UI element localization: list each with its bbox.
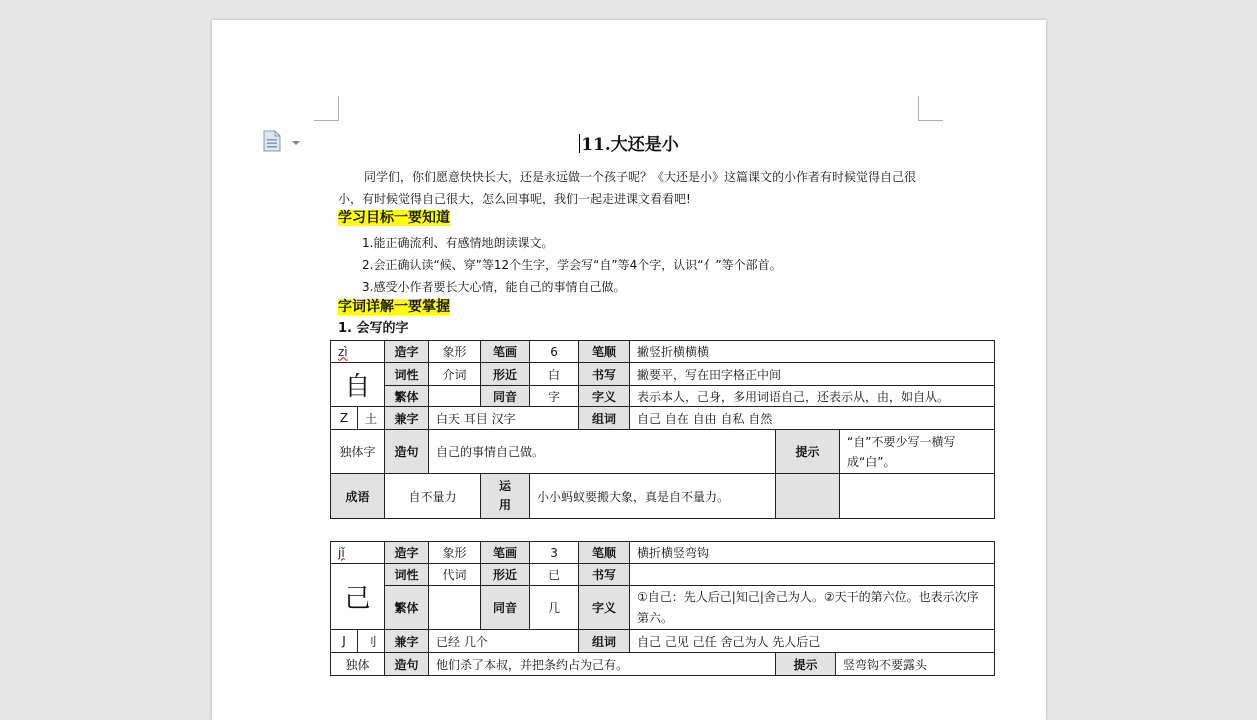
value-jianzi: 白天 耳目 汉字 <box>429 407 579 430</box>
section-heading-goals: 学习目标一要知道 <box>338 210 450 226</box>
label-bishun: 笔顺 <box>579 542 630 564</box>
radical-b: 刂 <box>358 630 385 653</box>
subheading-writing-chars: 1. 会写的字 <box>338 321 409 336</box>
label-zaoju: 造句 <box>385 430 429 474</box>
label-zuci: 组词 <box>579 407 630 430</box>
empty-cell <box>776 474 840 519</box>
value-ziyi: 表示本人，己身，多用词语自己，还表示从，由，如自从。 <box>630 386 995 407</box>
value-tishi: 竖弯钩不要露头 <box>836 653 995 676</box>
value-xingjin: 已 <box>530 564 579 586</box>
label-bihua: 笔画 <box>481 542 530 564</box>
structure-type: 独体 <box>331 653 385 676</box>
label-tongyin: 同音 <box>481 586 530 630</box>
value-bihua: 6 <box>530 341 579 363</box>
value-chengyu: 自不量力 <box>385 474 481 519</box>
page-title: 11.大还是小 <box>581 135 679 155</box>
value-shuxie: 撇要平，写在田字格正中间 <box>630 363 995 386</box>
value-zaoju: 他们杀了本叔，并把条约占为己有。 <box>429 653 776 676</box>
section-heading-words: 字词详解一要掌握 <box>338 299 450 315</box>
label-ziyi: 字义 <box>579 386 630 407</box>
margin-corner-top-right <box>918 96 943 121</box>
label-shuxie: 书写 <box>579 564 630 586</box>
empty-cell <box>840 474 995 519</box>
intro-paragraph: 同学们，你们愿意快快长大，还是永远做一个孩子呢？《大还是小》这篇课文的小作者有时候觉得自己很小，有时候觉得自己很大，怎么回事呢，我们一起走进课文看看吧! <box>338 170 917 206</box>
value-jianzi: 已经 几个 <box>429 630 579 653</box>
label-cixing: 词性 <box>385 363 429 386</box>
goal-item-1: 1.能正确流利、有感情地朗读课文。 <box>362 236 554 250</box>
value-cixing: 代词 <box>429 564 481 586</box>
value-shuxie <box>630 564 995 586</box>
radical-a: J <box>331 630 358 653</box>
char-card-zi <box>330 340 995 519</box>
label-jianzi: 兼字 <box>385 407 429 430</box>
goal-item-2: 2.会正确认读“候、穿”等12个生字，学会写“自”等4个字，认识“亻”等个部首。 <box>362 258 782 272</box>
label-fanti: 繁体 <box>385 586 429 630</box>
value-tongyin: 字 <box>530 386 579 407</box>
value-bishun: 撇竖折横横横 <box>630 341 995 363</box>
structure-type: 独体字 <box>331 430 385 474</box>
label-fanti: 繁体 <box>385 386 429 407</box>
label-tongyin: 同音 <box>481 386 530 407</box>
label-shuxie: 书写 <box>579 363 630 386</box>
pinyin: jǐ <box>331 542 385 564</box>
character-cell: 自 <box>331 363 385 407</box>
value-zaozi: 象形 <box>429 341 481 363</box>
value-tongyin: 几 <box>530 586 579 630</box>
value-tishi: “自”不要少写一横写成“白”。 <box>840 430 995 474</box>
label-bishun: 笔顺 <box>579 341 630 363</box>
value-cixing: 介词 <box>429 363 481 386</box>
value-bishun: 横折横竖弯钩 <box>630 542 995 564</box>
value-zuci: 自己 己见 己任 舍己为人 先人后己 <box>630 630 995 653</box>
label-zaozi: 造字 <box>385 341 429 363</box>
value-ziyi: ①自己：先人后己|知己|舍己为人。②天干的第六位。也表示次序第六。 <box>630 586 995 630</box>
label-xingjin: 形近 <box>481 564 530 586</box>
radical-b: 土 <box>358 407 385 430</box>
label-bihua: 笔画 <box>481 341 530 363</box>
value-zaozi: 象形 <box>429 542 481 564</box>
document-page <box>212 20 1046 720</box>
value-zaoju: 自己的事情自己做。 <box>429 430 776 474</box>
label-zaozi: 造字 <box>385 542 429 564</box>
character-cell: 己 <box>331 564 385 630</box>
label-jianzi: 兼字 <box>385 630 429 653</box>
value-xingjin: 白 <box>530 363 579 386</box>
label-xingjin: 形近 <box>481 363 530 386</box>
label-tishi: 提示 <box>776 653 836 676</box>
value-yunyong: 小小蚂蚁要搬大象，真是自不量力。 <box>530 474 776 519</box>
label-cixing: 词性 <box>385 564 429 586</box>
goal-item-3: 3.感受小作者要长大心情，能自己的事情自己做。 <box>362 280 626 294</box>
char-card-ji <box>330 541 995 676</box>
margin-corner-top-left <box>314 96 339 121</box>
value-fanti <box>429 386 481 407</box>
label-zaoju: 造句 <box>385 653 429 676</box>
label-yunyong: 运 用 <box>481 474 530 519</box>
label-ziyi: 字义 <box>579 586 630 630</box>
value-bihua: 3 <box>530 542 579 564</box>
value-zuci: 自己 自在 自由 自私 自然 <box>630 407 995 430</box>
label-chengyu: 成语 <box>331 474 385 519</box>
pinyin: zì <box>331 341 385 363</box>
label-zuci: 组词 <box>579 630 630 653</box>
label-tishi: 提示 <box>776 430 840 474</box>
value-fanti <box>429 586 481 630</box>
radical-a: Z <box>331 407 358 430</box>
